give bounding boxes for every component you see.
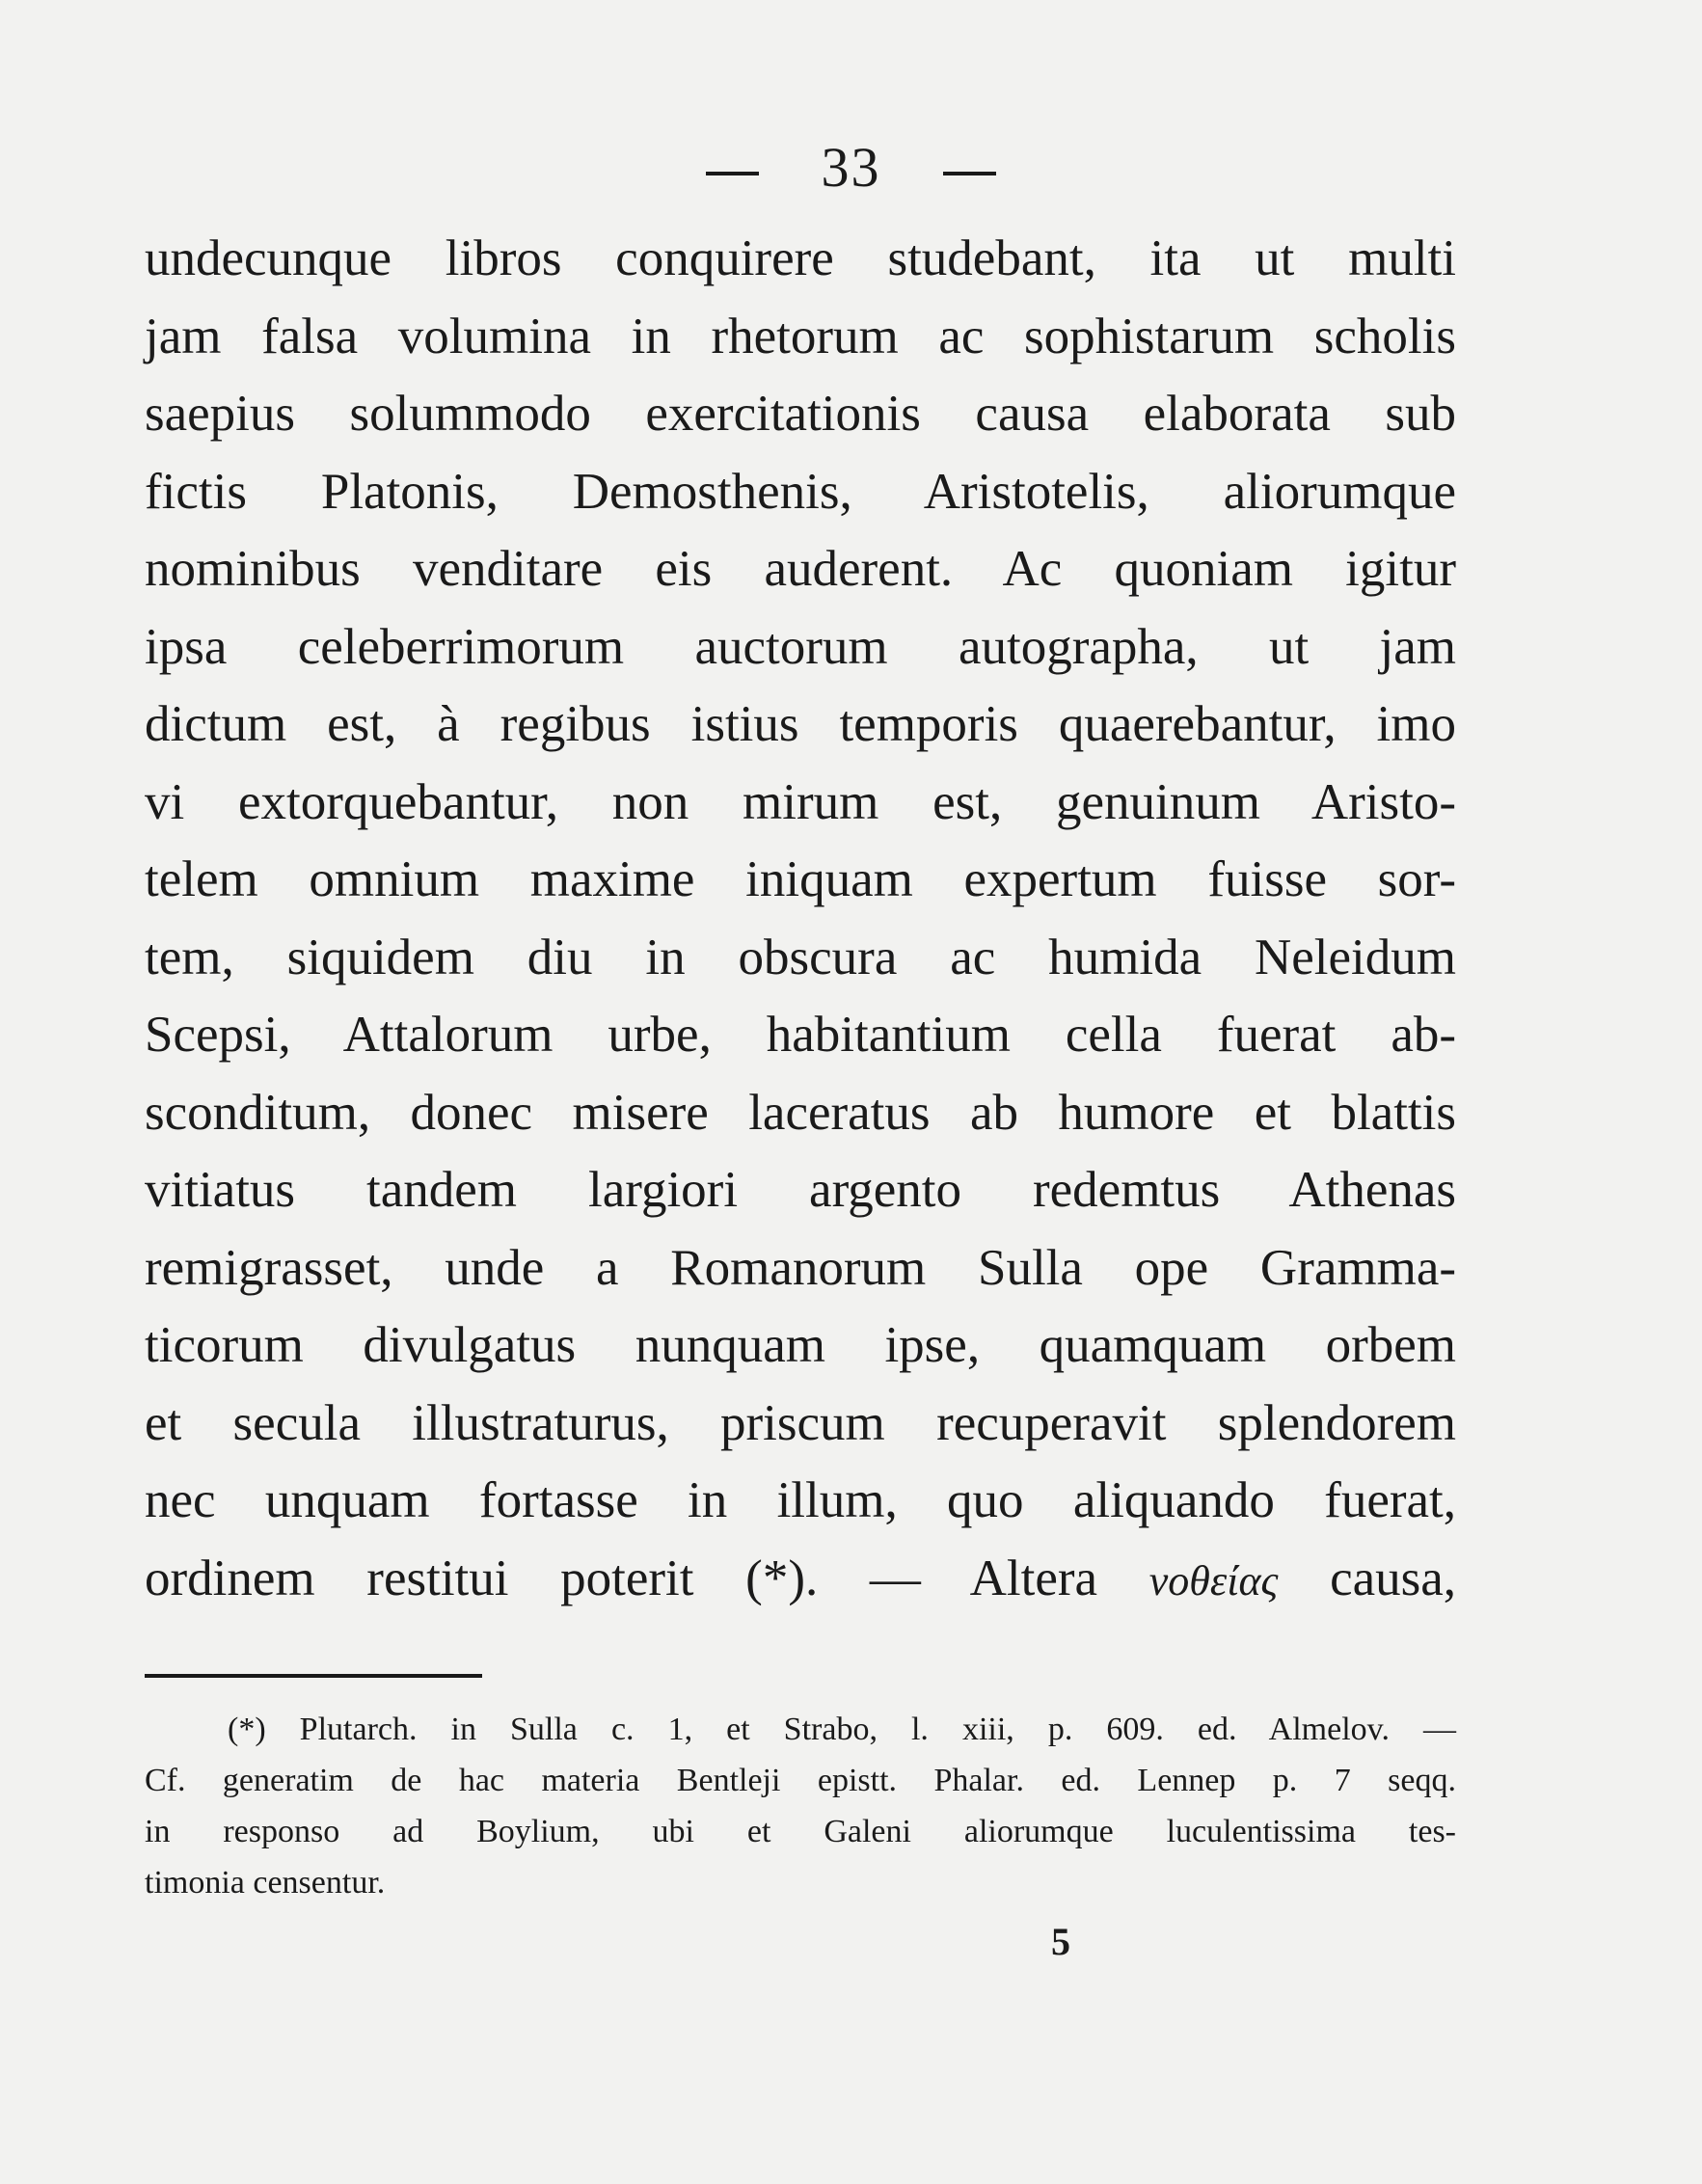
footnote-line: Cf. generatim de hac materia Bentleji epistt. Phalar. ed. Lennep p. 7 seqq. [145, 1763, 1456, 1798]
body-line: vi extorquebantur, non mirum est, genuinum Aristo- [145, 773, 1456, 830]
body-line: saepius solummodo exercitationis causa elaborata sub [145, 386, 1456, 442]
last-line-end: causa, [1330, 1550, 1457, 1606]
body-line: remigrasset, unde a Romanorum Sulla ope Gramma- [145, 1239, 1456, 1296]
footnote-line: timonia censentur. [145, 1865, 386, 1901]
body-line: undecunque libros conquirere studebant, ita ut multi [145, 230, 1456, 286]
header-dash-right [943, 172, 996, 175]
body-line: sconditum, donec misere laceratus ab humore et blattis [145, 1084, 1456, 1141]
body-line: jam falsa volumina in rhetorum ac sophistarum scholis [145, 308, 1456, 364]
body-line: fictis Platonis, Demosthenis, Aristotelis, aliorumque [145, 463, 1456, 520]
page-number: 33 [821, 136, 881, 199]
body-line: et secula illustraturus, priscum recuperavit splendorem [145, 1394, 1456, 1451]
greek-word: νοθείας [1148, 1556, 1279, 1604]
body-line: ipsa celeberrimorum auctorum autographa, ut jam [145, 618, 1456, 675]
page-header [0, 135, 1702, 200]
body-line: vitiatus tandem largiori argento redemtus Athenas [145, 1162, 1456, 1218]
body-line: nec unquam fortasse in illum, quo aliquando fuerat, [145, 1472, 1456, 1528]
header-dash-left [706, 172, 759, 175]
signature-mark: 5 [1051, 1920, 1070, 1963]
body-line-last [145, 1540, 1456, 1618]
body-line: tem, siquidem diu in obscura ac humida Neleidum [145, 929, 1456, 985]
body-text [145, 220, 1456, 1617]
footnotes [145, 1704, 1456, 1908]
body-line: ticorum divulgatus nunquam ipse, quamquam orbem [145, 1317, 1456, 1373]
footnote-line: (*) Plutarch. in Sulla c. 1, et Strabo, l. xiii, p. 609. ed. Almelov. — [228, 1712, 1456, 1747]
footnote-rule [145, 1674, 482, 1678]
body-line: telem omnium maxime iniquam expertum fuisse sor- [145, 851, 1456, 907]
body-line: Scepsi, Attalorum urbe, habitantium cella fuerat ab- [145, 1007, 1456, 1063]
body-line: dictum est, à regibus istius temporis quaerebantur, imo [145, 696, 1456, 752]
footnote-line: in responso ad Boylium, ubi et Galeni aliorumque luculentissima tes- [145, 1814, 1456, 1849]
body-line: nominibus venditare eis auderent. Ac quoniam igitur [145, 541, 1456, 597]
last-line-text: ordinem restitui poterit (*). — Altera [145, 1550, 1098, 1606]
